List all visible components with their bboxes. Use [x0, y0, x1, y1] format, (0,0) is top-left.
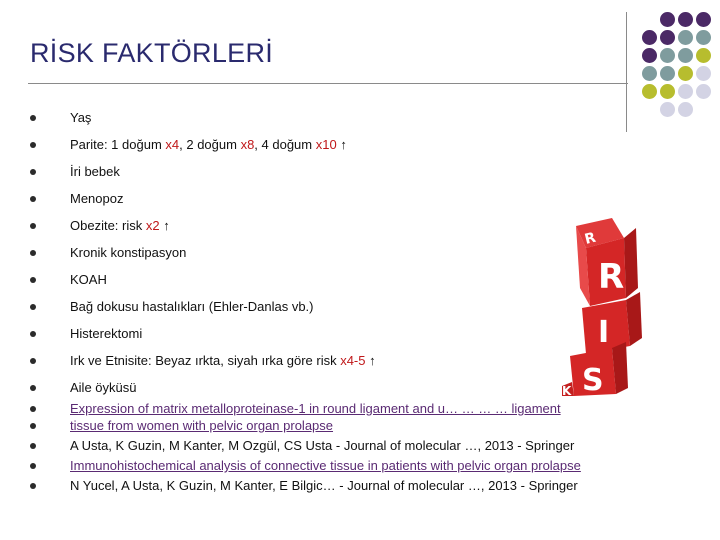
decorative-dot	[660, 102, 675, 117]
decorative-dot	[696, 30, 711, 45]
risk-cubes-image	[562, 196, 662, 396]
decorative-dot	[660, 48, 675, 63]
bullet-icon	[30, 406, 36, 412]
reference-link[interactable]: Immunohistochemical analysis of connective tissue in patients with pelvic organ prolapse	[70, 458, 581, 473]
svg-text:S: S	[582, 363, 604, 396]
decorative-dot	[660, 66, 675, 81]
svg-text:I: I	[598, 315, 610, 350]
bullet-icon	[30, 223, 36, 229]
decorative-dot	[642, 48, 657, 63]
decorative-dot	[660, 30, 675, 45]
decorative-dot	[678, 84, 693, 99]
decorative-dot	[642, 66, 657, 81]
bullet-icon	[30, 142, 36, 148]
bullet-icon	[30, 463, 36, 469]
svg-text:K: K	[562, 384, 572, 396]
bullet-icon	[30, 483, 36, 489]
svg-text:R: R	[583, 229, 598, 248]
bullet-icon	[30, 196, 36, 202]
bullet-icon	[30, 331, 36, 337]
decorative-dot	[696, 48, 711, 63]
decorative-dot	[696, 84, 711, 99]
decorative-dot	[642, 84, 657, 99]
title-divider	[28, 83, 628, 84]
decorative-dot	[678, 12, 693, 27]
decorative-dot	[678, 48, 693, 63]
slide-title: RİSK FAKTÖRLERİ	[30, 38, 274, 68]
bullet-icon	[30, 304, 36, 310]
vertical-divider	[626, 12, 627, 132]
decorative-dot	[660, 12, 675, 27]
svg-text:R: R	[598, 257, 625, 297]
decorative-dot	[678, 66, 693, 81]
bullet-icon	[30, 250, 36, 256]
decorative-dot	[678, 102, 693, 117]
decorative-dot	[642, 30, 657, 45]
bullet-icon	[30, 423, 36, 429]
bullet-icon	[30, 115, 36, 121]
decorative-dot	[696, 12, 711, 27]
bullet-icon	[30, 358, 36, 364]
bullet-icon	[30, 385, 36, 391]
bullet-icon	[30, 169, 36, 175]
bullet-icon	[30, 277, 36, 283]
decorative-dot	[660, 84, 675, 99]
reference-link[interactable]: tissue from women with pelvic organ prolapse	[70, 418, 334, 433]
decorative-dot	[696, 66, 711, 81]
decorative-dot	[678, 30, 693, 45]
reference-link[interactable]: Expression of matrix metalloproteinase-1 in round ligament and u… … … … ligament	[70, 401, 561, 416]
bullet-icon	[30, 443, 36, 449]
